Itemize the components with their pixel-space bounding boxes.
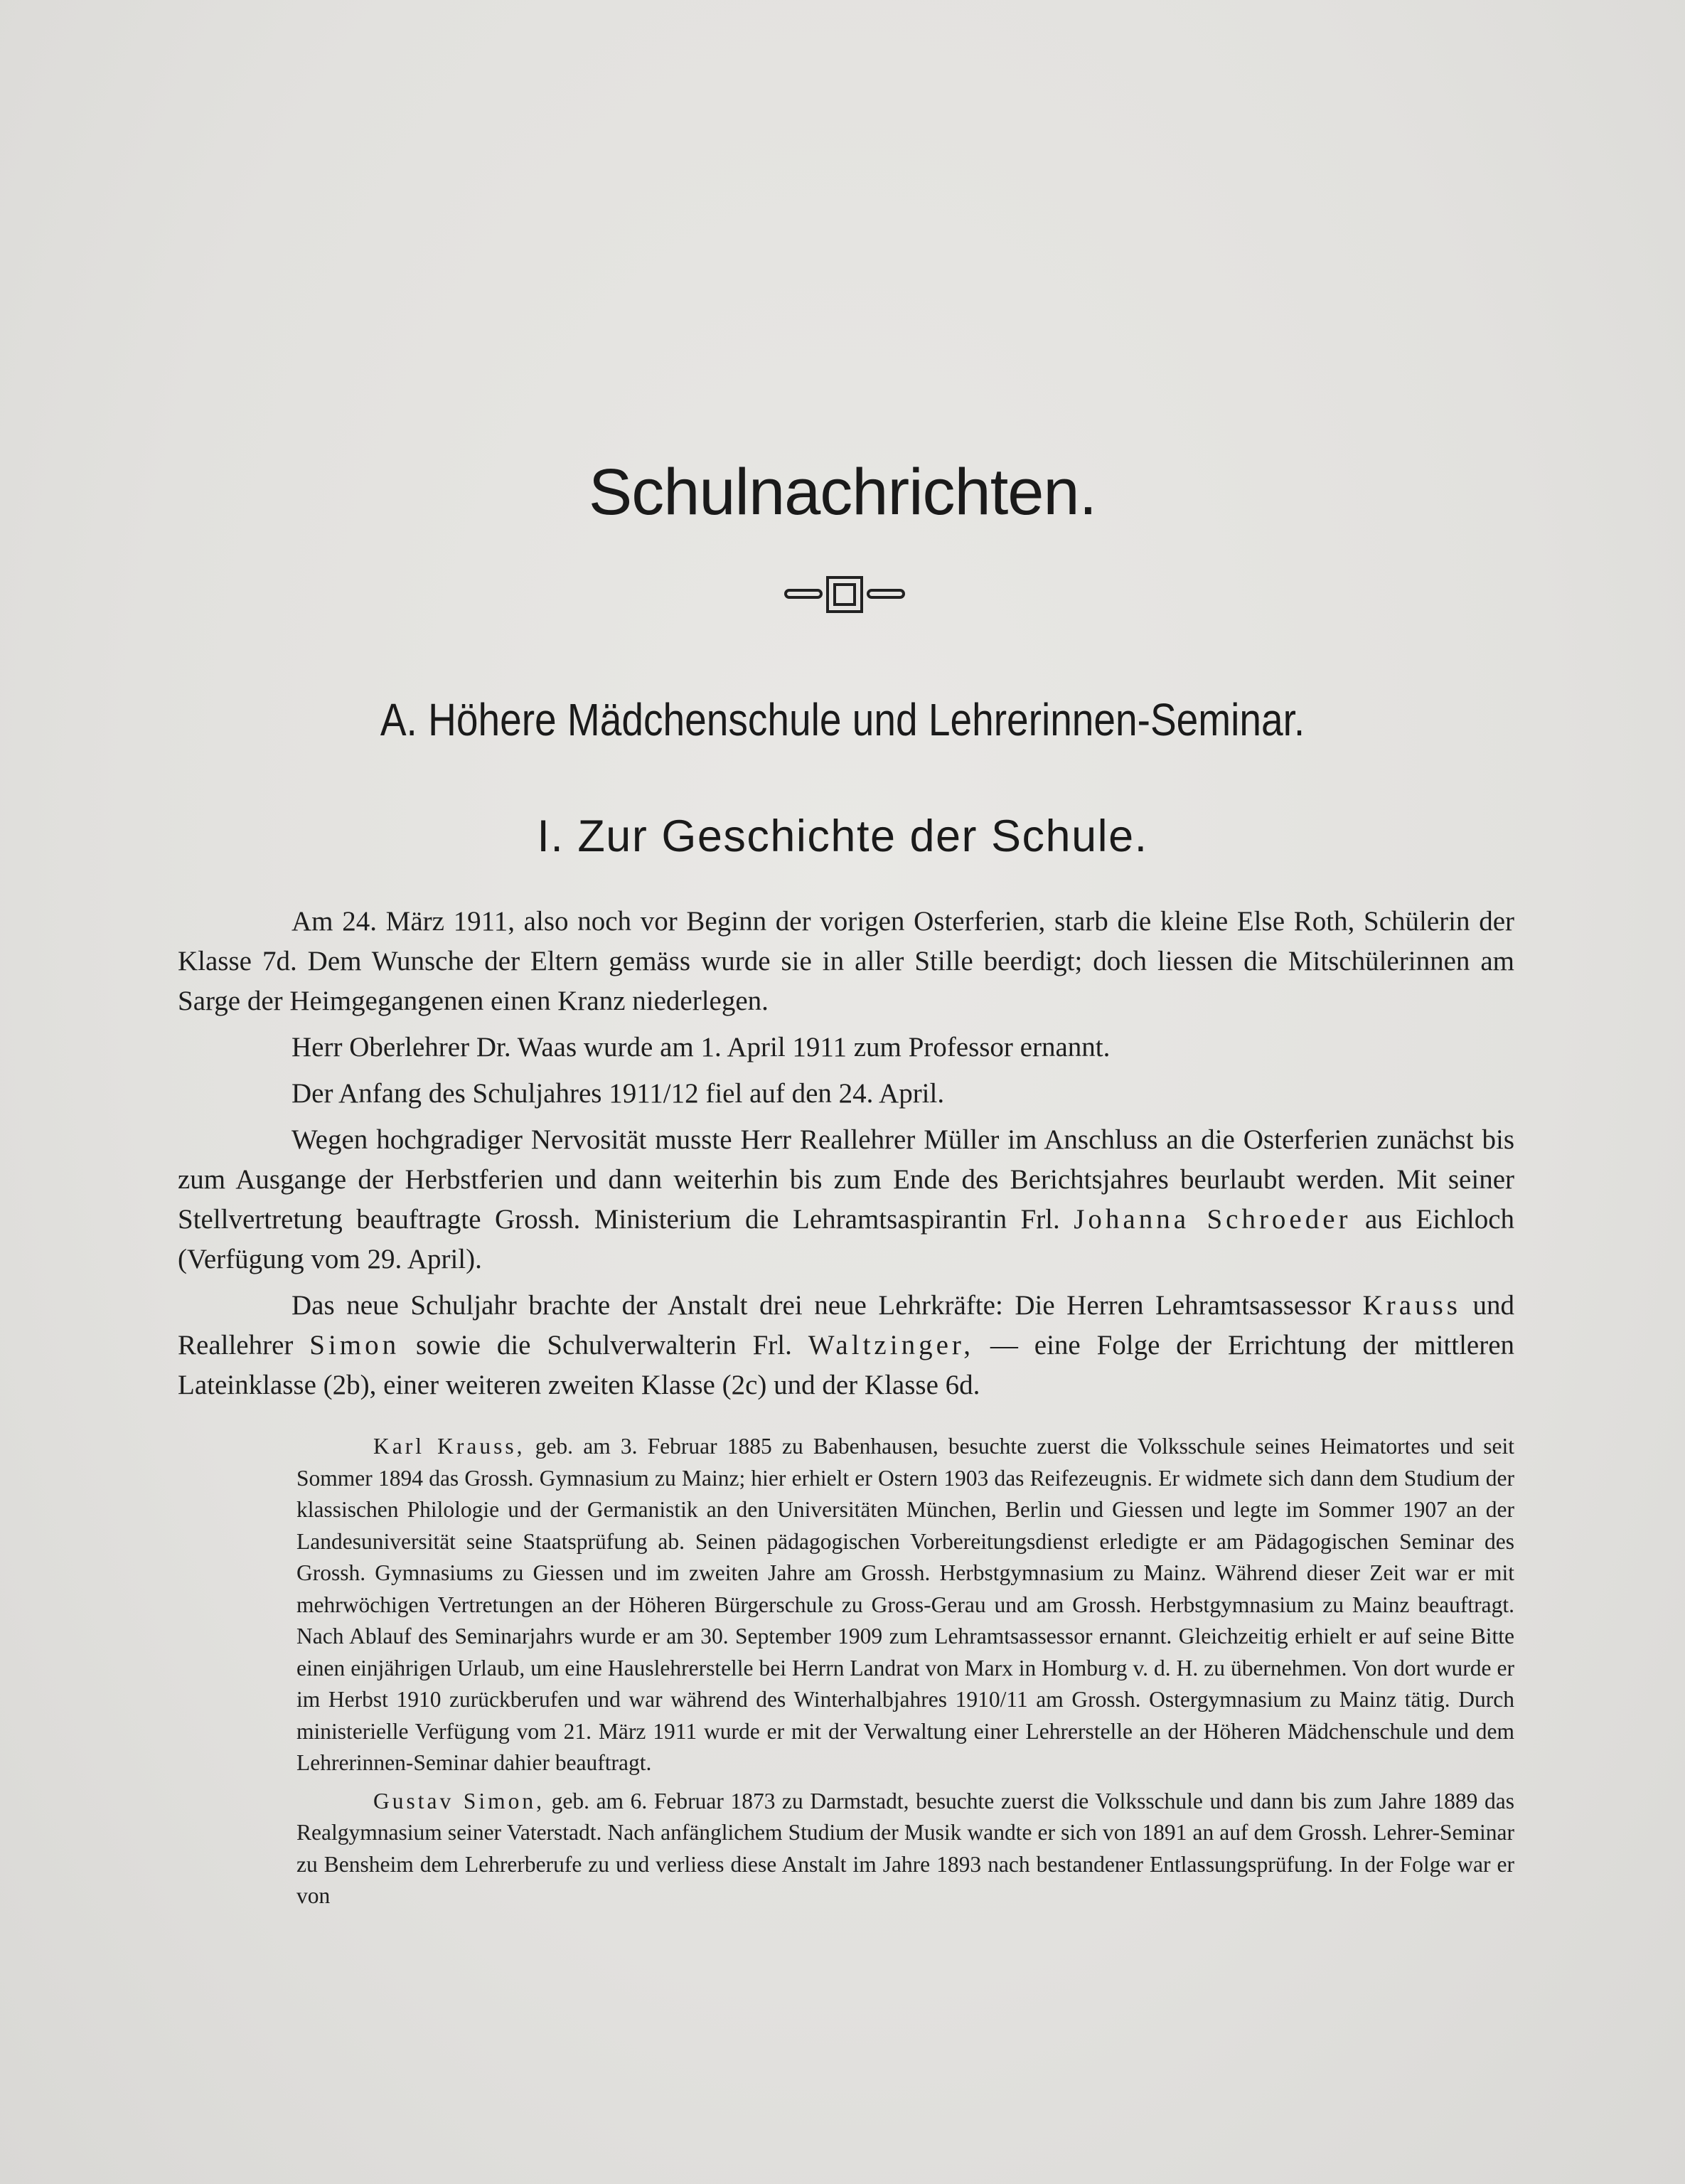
page-title: Schulnachrichten.	[588, 456, 1097, 528]
paragraph-4-text-a: Wegen hochgradiger Nervosität musste Herr Reallehrer Müller im Anschluss an die Osterferien zunächst bis zum Ausgange der Herbstferien und dann weiterhin bis zum Ende des Berichtsjahres beurlaubt werden. Mit seiner Stellvertretung beauftragte Grossh. Ministerium die Lehramtsaspirantin Frl.	[178, 1124, 1514, 1235]
main-text	[178, 902, 1514, 1412]
subsection-heading: I. Zur Geschichte der Schule.	[537, 811, 1148, 861]
paragraph-4-text-b: aus Eichloch (Verfügung vom 29. April).	[178, 1204, 1515, 1274]
person-name: Simon	[309, 1330, 400, 1360]
paragraph-1: Am 24. März 1911, also noch vor Beginn der vorigen Osterferien, starb die kleine Else Roth, Schülerin der Klasse 7d. Dem Wunsche der Eltern gemäss wurde sie in aller Stille beerdigt; doch liessen die Mitschülerinnen am Sarge der Heimgegangenen einen Kranz niederlegen.	[178, 906, 1514, 1016]
biography-simon	[296, 1786, 1514, 1912]
bio-name: Gustav Simon,	[373, 1788, 545, 1813]
person-name: Johanna Schroeder	[1074, 1204, 1352, 1235]
paragraph-2: Herr Oberlehrer Dr. Waas wurde am 1. April 1911 zum Professor ernannt.	[291, 1032, 1111, 1062]
bio-text: geb. am 6. Februar 1873 zu Darmstadt, besuchte zuerst die Volksschule und dann bis zum Jahre 1889 das Realgymnasium seiner Vaterstadt. Nach anfänglichem Studium der Musik wandte er sich von 1891 an auf dem Grossh. Lehrer-Seminar zu Bensheim dem Lehrerberufe zu und verliess diese Anstalt im Jahre 1893 nach bestandener Entlassungsprüfung. In der Folge war er von	[296, 1788, 1515, 1908]
paragraph-5	[178, 1286, 1514, 1405]
person-name: Waltzinger,	[808, 1330, 975, 1360]
paragraph-5-text-c: sowie die Schulverwalterin Frl.	[416, 1330, 792, 1360]
paragraph-5-text-d: — eine Folge der Errichtung der mittleren Lateinklasse (2b), einer weiteren zweiten Klasse (2c) und der Klasse 6d.	[178, 1330, 1515, 1400]
paragraph-5-text-a: Das neue Schuljahr brachte der Anstalt drei neue Lehrkräfte: Die Herren Lehramtsassessor	[291, 1290, 1352, 1321]
bio-text: geb. am 3. Februar 1885 zu Babenhausen, besuchte zuerst die Volksschule seines Heimatortes und seit Sommer 1894 das Grossh. Gymnasium zu Mainz; hier erhielt er Ostern 1903 das Reifezeugnis. Er widmete sich dann dem Studium der klassischen Philologie und der Germanistik an den Universitäten München, Berlin und Giessen und legte im Sommer 1907 an der Landesuniversität seine Staatsprüfung ab. Seinen pädagogischen Vorbereitungsdienst erledigte er am Pädagogischen Seminar des Grossh. Gymnasiums zu Giessen und im zweiten Jahre am Grossh. Herbstgymnasium zu Mainz. Während dieser Zeit war er mit mehrwöchigen Vertretungen an der Höheren Bürgerschule zu Gross-Gerau und am Grossh. Herbstgymnasium zu Mainz beauftragt. Nach Ablauf des Seminarjahrs wurde er am 30. September 1909 zum Lehramtsassessor ernannt. Gleichzeitig erhielt er auf seine Bitte einen einjährigen Urlaub, um eine Hauslehrerstelle bei Herrn Landrat von Marx in Homburg v. d. H. zu übernehmen. Von dort wurde er im Herbst 1910 zurückberufen und war während des Winterhalbjahres 1910/11 am Grossh. Ostergymnasium zu Mainz tätig. Durch ministerielle Verfügung vom 21. März 1911 wurde er mit der Verwaltung einer Lehrerstelle an der Höheren Mädchenschule und dem Lehrerinnen-Seminar dahier beauftragt.	[296, 1434, 1514, 1775]
person-name: Krauss	[1362, 1290, 1461, 1321]
bio-name: Karl Krauss,	[373, 1434, 525, 1459]
biographies	[296, 1431, 1514, 1919]
biography-krauss	[296, 1431, 1514, 1779]
section-heading: A. Höhere Mädchenschule und Lehrerinnen-Seminar.	[380, 694, 1305, 745]
paragraph-5-text-b: und Reallehrer	[178, 1290, 1514, 1360]
paragraph-3: Der Anfang des Schuljahres 1911/12 fiel auf den 24. April.	[291, 1078, 945, 1109]
paragraph-4	[178, 1120, 1514, 1279]
divider-ornament-icon	[784, 575, 905, 614]
